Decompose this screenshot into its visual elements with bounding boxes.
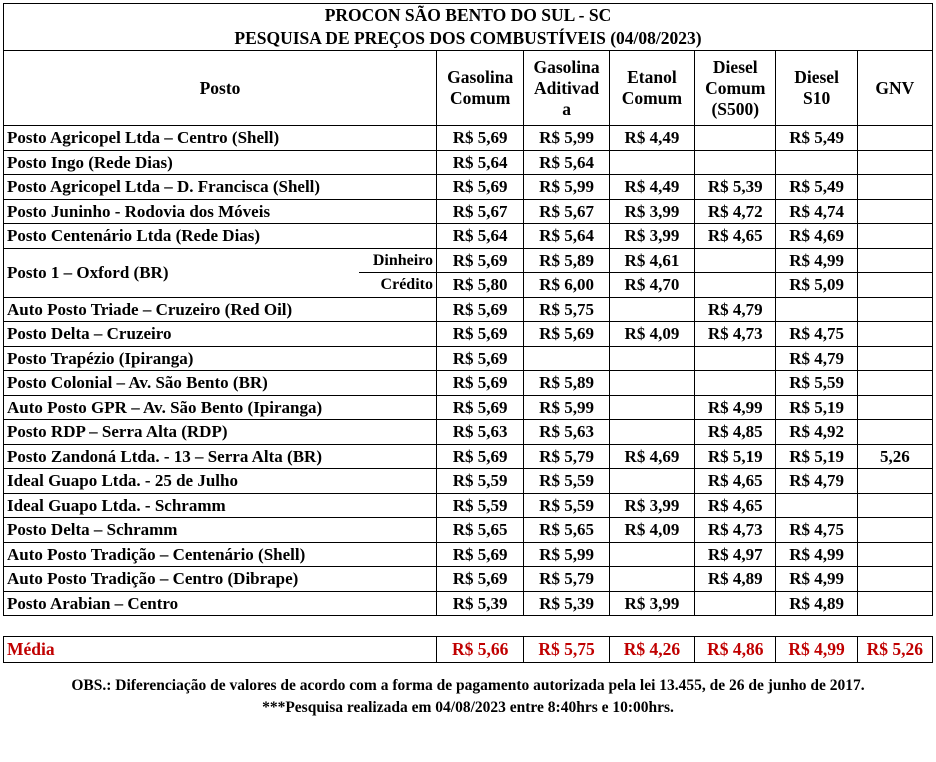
price-etanol-comum: R$ 4,70 bbox=[609, 273, 694, 298]
price-diesel-s10: R$ 4,75 bbox=[776, 322, 857, 347]
station-name: Auto Posto Triade – Cruzeiro (Red Oil) bbox=[4, 297, 437, 322]
price-gasolina-comum: R$ 5,69 bbox=[436, 297, 523, 322]
price-diesel-comum bbox=[695, 371, 776, 396]
price-etanol-comum bbox=[609, 469, 694, 494]
table-row bbox=[4, 346, 933, 371]
spacer-cell bbox=[4, 616, 933, 637]
price-diesel-s10: R$ 4,75 bbox=[776, 518, 857, 543]
price-etanol-comum: R$ 4,26 bbox=[609, 637, 694, 663]
price-diesel-s10 bbox=[776, 150, 857, 175]
price-diesel-comum bbox=[695, 273, 776, 298]
header-text: Comum bbox=[450, 88, 511, 108]
station-name: Posto Zandoná Ltda. - 13 – Serra Alta (BR) bbox=[4, 444, 437, 469]
price-gasolina-aditivada: R$ 5,64 bbox=[524, 224, 609, 249]
price-gnv bbox=[857, 199, 932, 224]
price-gasolina-comum: R$ 5,69 bbox=[436, 542, 523, 567]
price-gasolina-aditivada: R$ 6,00 bbox=[524, 273, 609, 298]
table-row bbox=[4, 469, 933, 494]
obs-line-1: OBS.: Diferenciação de valores de acordo com a forma de pagamento autorizada pela lei 13.455, de 26 de junho de 2017. bbox=[71, 677, 865, 694]
price-gasolina-comum: R$ 5,69 bbox=[436, 346, 523, 371]
price-gnv bbox=[857, 395, 932, 420]
price-diesel-comum: R$ 4,85 bbox=[695, 420, 776, 445]
price-diesel-s10 bbox=[776, 493, 857, 518]
station-name: Posto Agricopel Ltda – D. Francisca (Shell) bbox=[4, 175, 437, 200]
price-diesel-comum: R$ 5,19 bbox=[695, 444, 776, 469]
station-name: Posto Agricopel Ltda – Centro (Shell) bbox=[4, 126, 437, 151]
station-name: Posto 1 – Oxford (BR) bbox=[4, 248, 360, 297]
price-diesel-comum: R$ 4,79 bbox=[695, 297, 776, 322]
header-text: S10 bbox=[802, 88, 831, 108]
station-name: Posto Trapézio (Ipiranga) bbox=[4, 346, 437, 371]
price-gasolina-comum: R$ 5,80 bbox=[436, 273, 523, 298]
price-gnv bbox=[857, 175, 932, 200]
price-gasolina-comum: R$ 5,64 bbox=[436, 224, 523, 249]
price-diesel-s10: R$ 4,74 bbox=[776, 199, 857, 224]
price-diesel-s10: R$ 5,09 bbox=[776, 273, 857, 298]
price-diesel-comum: R$ 4,73 bbox=[695, 518, 776, 543]
header-diesel-comum bbox=[695, 51, 776, 126]
table-row bbox=[4, 199, 933, 224]
average-label: Média bbox=[4, 637, 437, 663]
table-row bbox=[4, 591, 933, 616]
station-name: Auto Posto Tradição – Centro (Dibrape) bbox=[4, 567, 437, 592]
table-title bbox=[4, 4, 933, 51]
price-gasolina-comum: R$ 5,69 bbox=[436, 444, 523, 469]
price-gasolina-comum: R$ 5,69 bbox=[436, 322, 523, 347]
price-etanol-comum: R$ 3,99 bbox=[609, 199, 694, 224]
price-gasolina-aditivada: R$ 5,59 bbox=[524, 493, 609, 518]
station-name: Posto Juninho - Rodovia dos Móveis bbox=[4, 199, 437, 224]
table-row bbox=[4, 371, 933, 396]
price-gnv bbox=[857, 297, 932, 322]
table-row bbox=[4, 224, 933, 249]
price-gasolina-aditivada bbox=[524, 346, 609, 371]
station-name: Auto Posto Tradição – Centenário (Shell) bbox=[4, 542, 437, 567]
price-gasolina-aditivada: R$ 5,67 bbox=[524, 199, 609, 224]
table-row bbox=[4, 542, 933, 567]
price-gasolina-comum: R$ 5,69 bbox=[436, 567, 523, 592]
price-diesel-comum: R$ 4,97 bbox=[695, 542, 776, 567]
table-row bbox=[4, 518, 933, 543]
price-etanol-comum: R$ 4,09 bbox=[609, 518, 694, 543]
price-gnv bbox=[857, 493, 932, 518]
obs-line-2: ***Pesquisa realizada em 04/08/2023 entre 8:40hrs e 10:00hrs. bbox=[262, 699, 674, 716]
price-etanol-comum bbox=[609, 297, 694, 322]
price-diesel-s10: R$ 5,49 bbox=[776, 126, 857, 151]
price-gnv bbox=[857, 273, 932, 298]
price-diesel-comum: R$ 5,39 bbox=[695, 175, 776, 200]
header-etanol-comum bbox=[609, 51, 694, 126]
header-gasolina-aditivada bbox=[524, 51, 609, 126]
price-gnv bbox=[857, 322, 932, 347]
station-name: Posto Delta – Cruzeiro bbox=[4, 322, 437, 347]
station-name: Ideal Guapo Ltda. - 25 de Julho bbox=[4, 469, 437, 494]
price-diesel-s10: R$ 5,59 bbox=[776, 371, 857, 396]
price-etanol-comum: R$ 3,99 bbox=[609, 493, 694, 518]
header-text: Aditivad bbox=[533, 77, 600, 98]
price-gasolina-aditivada: R$ 5,99 bbox=[524, 175, 609, 200]
price-diesel-comum: R$ 4,89 bbox=[695, 567, 776, 592]
table-row bbox=[4, 444, 933, 469]
price-gasolina-aditivada: R$ 5,99 bbox=[524, 395, 609, 420]
header-row bbox=[4, 51, 933, 126]
price-diesel-comum: R$ 4,65 bbox=[695, 224, 776, 249]
title-row bbox=[4, 4, 933, 51]
spacer-row bbox=[4, 616, 933, 637]
header-gnv: GNV bbox=[857, 51, 932, 126]
price-diesel-s10: R$ 4,69 bbox=[776, 224, 857, 249]
price-gnv bbox=[857, 346, 932, 371]
price-gnv bbox=[857, 126, 932, 151]
price-gnv bbox=[857, 224, 932, 249]
price-gasolina-comum: R$ 5,66 bbox=[436, 637, 523, 663]
price-etanol-comum bbox=[609, 567, 694, 592]
station-name: Posto Colonial – Av. São Bento (BR) bbox=[4, 371, 437, 396]
price-diesel-comum: R$ 4,65 bbox=[695, 493, 776, 518]
price-diesel-comum: R$ 4,65 bbox=[695, 469, 776, 494]
price-etanol-comum: R$ 4,49 bbox=[609, 175, 694, 200]
price-diesel-s10: R$ 5,19 bbox=[776, 395, 857, 420]
price-gasolina-aditivada: R$ 5,79 bbox=[524, 567, 609, 592]
table-row bbox=[4, 420, 933, 445]
header-text: (S500) bbox=[711, 98, 760, 119]
observation-note bbox=[3, 675, 933, 719]
header-text: Comum bbox=[705, 77, 766, 98]
table-row bbox=[4, 297, 933, 322]
price-diesel-comum: R$ 4,73 bbox=[695, 322, 776, 347]
price-gnv: R$ 5,26 bbox=[857, 637, 932, 663]
price-diesel-comum bbox=[695, 126, 776, 151]
price-diesel-comum bbox=[695, 248, 776, 273]
price-gasolina-comum: R$ 5,39 bbox=[436, 591, 523, 616]
table-row bbox=[4, 126, 933, 151]
price-gasolina-aditivada: R$ 5,79 bbox=[524, 444, 609, 469]
price-etanol-comum bbox=[609, 420, 694, 445]
price-diesel-s10: R$ 4,89 bbox=[776, 591, 857, 616]
price-gasolina-comum: R$ 5,64 bbox=[436, 150, 523, 175]
price-gasolina-aditivada: R$ 5,69 bbox=[524, 322, 609, 347]
station-name: Posto RDP – Serra Alta (RDP) bbox=[4, 420, 437, 445]
table-row bbox=[4, 322, 933, 347]
price-diesel-comum: R$ 4,72 bbox=[695, 199, 776, 224]
station-name: Posto Centenário Ltda (Rede Dias) bbox=[4, 224, 437, 249]
price-gasolina-comum: R$ 5,65 bbox=[436, 518, 523, 543]
table-row bbox=[4, 567, 933, 592]
price-diesel-s10: R$ 5,19 bbox=[776, 444, 857, 469]
price-survey-document bbox=[3, 3, 933, 719]
price-gnv bbox=[857, 150, 932, 175]
price-etanol-comum bbox=[609, 346, 694, 371]
price-diesel-s10: R$ 4,99 bbox=[776, 637, 857, 663]
header-text: Comum bbox=[621, 88, 683, 108]
price-etanol-comum: R$ 4,61 bbox=[609, 248, 694, 273]
price-etanol-comum bbox=[609, 150, 694, 175]
price-diesel-comum bbox=[695, 150, 776, 175]
table-row bbox=[4, 395, 933, 420]
station-name: Posto Arabian – Centro bbox=[4, 591, 437, 616]
price-etanol-comum: R$ 4,69 bbox=[609, 444, 694, 469]
price-gasolina-comum: R$ 5,69 bbox=[436, 126, 523, 151]
price-diesel-s10 bbox=[776, 297, 857, 322]
price-gasolina-aditivada: R$ 5,59 bbox=[524, 469, 609, 494]
table-row bbox=[4, 493, 933, 518]
price-diesel-s10: R$ 4,99 bbox=[776, 567, 857, 592]
price-etanol-comum: R$ 4,49 bbox=[609, 126, 694, 151]
fuel-price-table bbox=[3, 3, 933, 663]
price-gasolina-comum: R$ 5,69 bbox=[436, 175, 523, 200]
station-name: Auto Posto GPR – Av. São Bento (Ipiranga) bbox=[4, 395, 437, 420]
header-text: a bbox=[562, 98, 571, 119]
price-gasolina-aditivada: R$ 5,64 bbox=[524, 150, 609, 175]
price-diesel-s10: R$ 4,99 bbox=[776, 542, 857, 567]
header-text: Etanol bbox=[627, 67, 677, 87]
price-gasolina-comum: R$ 5,67 bbox=[436, 199, 523, 224]
header-diesel-s10 bbox=[776, 51, 857, 126]
price-gasolina-comum: R$ 5,59 bbox=[436, 469, 523, 494]
price-diesel-s10: R$ 5,49 bbox=[776, 175, 857, 200]
price-gasolina-aditivada: R$ 5,89 bbox=[524, 371, 609, 396]
price-gasolina-aditivada: R$ 5,75 bbox=[524, 637, 609, 663]
header-gasolina-comum bbox=[436, 51, 523, 126]
price-etanol-comum bbox=[609, 371, 694, 396]
price-diesel-comum: R$ 4,86 bbox=[695, 637, 776, 663]
price-gasolina-aditivada: R$ 5,39 bbox=[524, 591, 609, 616]
price-gnv bbox=[857, 518, 932, 543]
price-gasolina-aditivada: R$ 5,65 bbox=[524, 518, 609, 543]
price-diesel-s10: R$ 4,79 bbox=[776, 346, 857, 371]
price-gnv bbox=[857, 469, 932, 494]
station-name: Posto Ingo (Rede Dias) bbox=[4, 150, 437, 175]
price-gasolina-aditivada: R$ 5,99 bbox=[524, 542, 609, 567]
price-gnv bbox=[857, 542, 932, 567]
header-posto: Posto bbox=[4, 51, 437, 126]
price-gnv bbox=[857, 248, 932, 273]
header-text: Gasolina bbox=[447, 67, 514, 87]
price-gasolina-aditivada: R$ 5,99 bbox=[524, 126, 609, 151]
station-name: Ideal Guapo Ltda. - Schramm bbox=[4, 493, 437, 518]
price-etanol-comum: R$ 3,99 bbox=[609, 591, 694, 616]
table-row bbox=[4, 150, 933, 175]
price-gasolina-comum: R$ 5,69 bbox=[436, 371, 523, 396]
average-row bbox=[4, 637, 933, 663]
payment-type-label: Dinheiro bbox=[359, 248, 436, 273]
price-diesel-comum bbox=[695, 591, 776, 616]
station-name: Posto Delta – Schramm bbox=[4, 518, 437, 543]
price-diesel-s10: R$ 4,92 bbox=[776, 420, 857, 445]
price-gasolina-comum: R$ 5,69 bbox=[436, 248, 523, 273]
price-gasolina-aditivada: R$ 5,63 bbox=[524, 420, 609, 445]
payment-type-label: Crédito bbox=[359, 273, 436, 298]
price-etanol-comum: R$ 4,09 bbox=[609, 322, 694, 347]
price-diesel-s10: R$ 4,99 bbox=[776, 248, 857, 273]
price-gnv: 5,26 bbox=[857, 444, 932, 469]
price-gnv bbox=[857, 420, 932, 445]
price-gnv bbox=[857, 591, 932, 616]
price-etanol-comum bbox=[609, 395, 694, 420]
price-diesel-comum bbox=[695, 346, 776, 371]
price-gnv bbox=[857, 567, 932, 592]
price-diesel-comum: R$ 4,99 bbox=[695, 395, 776, 420]
price-gasolina-aditivada: R$ 5,75 bbox=[524, 297, 609, 322]
price-diesel-s10: R$ 4,79 bbox=[776, 469, 857, 494]
header-text: Gasolina bbox=[533, 56, 600, 77]
price-etanol-comum: R$ 3,99 bbox=[609, 224, 694, 249]
header-text: Diesel bbox=[712, 56, 758, 77]
title-line-2: PESQUISA DE PREÇOS DOS COMBUSTÍVEIS (04/08/2023) bbox=[234, 28, 702, 48]
price-gasolina-comum: R$ 5,69 bbox=[436, 395, 523, 420]
header-text: Diesel bbox=[794, 67, 839, 87]
price-gnv bbox=[857, 371, 932, 396]
price-gasolina-comum: R$ 5,59 bbox=[436, 493, 523, 518]
price-etanol-comum bbox=[609, 542, 694, 567]
table-row bbox=[4, 248, 933, 273]
price-gasolina-aditivada: R$ 5,89 bbox=[524, 248, 609, 273]
title-line-1: PROCON SÃO BENTO DO SUL - SC bbox=[324, 5, 612, 25]
price-gasolina-comum: R$ 5,63 bbox=[436, 420, 523, 445]
table-row bbox=[4, 175, 933, 200]
